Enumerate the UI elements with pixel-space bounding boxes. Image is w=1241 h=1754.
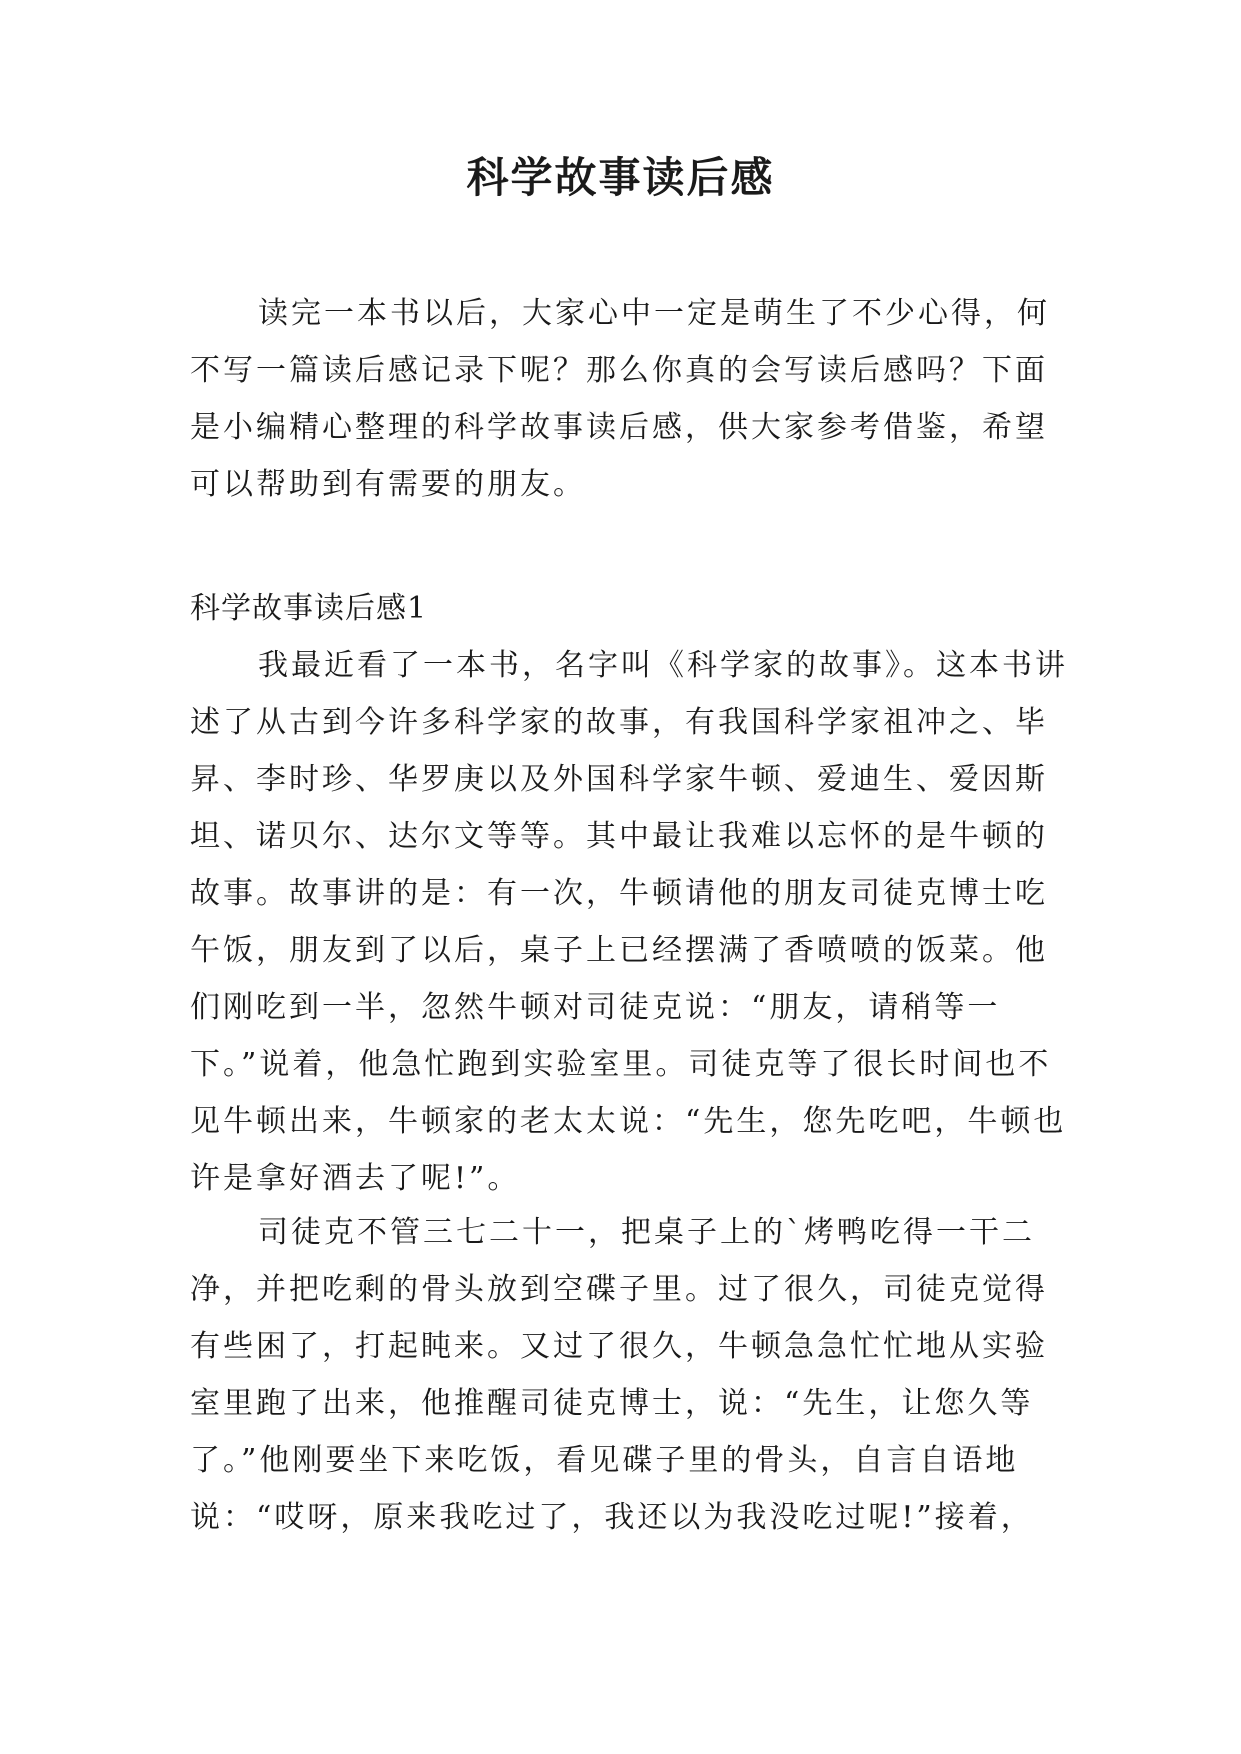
body-paragraph: 我最近看了一本书，名字叫《科学家的故事》。这本书讲述了从古到今许多科学家的故事，有我国科学家祖冲之、毕昇、李时珍、华罗庚以及外国科学家牛顿、爱迪生、爱因斯坦、诺贝尔、达尔文等等。其中最让我难以忘怀的是牛顿的故事。故事讲的是：有一次，牛顿请他的朋友司徒克博士吃午饭，朋友到了以后，桌子上已经摆满了香喷喷的饭菜。他们刚吃到一半，忽然牛顿对司徒克说：“朋友，请稍等一下。”说着，他急忙跑到实验室里。司徒克等了很长时间也不见牛顿出来，牛顿家的老太太说：“先生，您先吃吧，牛顿也许是拿好酒去了呢!”。 [190, 648, 1068, 1196]
section-heading: 科学故事读后感1 [190, 591, 428, 626]
intro-paragraph: 读完一本书以后，大家心中一定是萌生了不少心得，何不写一篇读后感记录下呢？那么你真的会写读后感吗？下面是小编精心整理的科学故事读后感，供大家参考借鉴，希望可以帮助到有需要的朋友。 [190, 296, 1050, 502]
document-title: 科学故事读后感 [466, 153, 775, 202]
body-paragraph: 司徒克不管三七二十一，把桌子上的`烤鸭吃得一干二净，并把吃剩的骨头放到空碟子里。过了很久，司徒克觉得有些困了，打起盹来。又过了很久，牛顿急急忙忙地从实验室里跑了出来，他推醒司徒克博士，说：“先生，让您久等了。”他刚要坐下来吃饭，看见碟子里的骨头，自言自语地说：“哎呀，原来我吃过了，我还以为我没吃过呢!”接着， [190, 1215, 1048, 1535]
